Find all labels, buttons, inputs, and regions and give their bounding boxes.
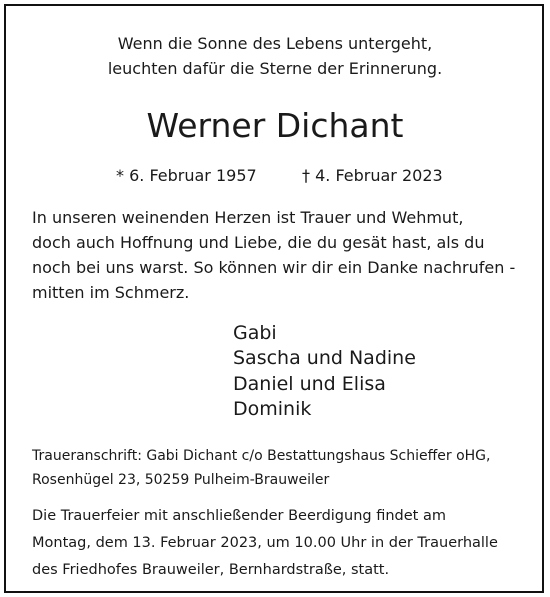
message-line: doch auch Hoffnung und Liebe, die du gesät hast, als du — [32, 233, 485, 252]
death-date: † 4. Februar 2023 — [302, 166, 443, 185]
motto-line-2: leuchten dafür die Sterne der Erinnerung. — [107, 59, 443, 78]
family-name: Gabi — [233, 322, 277, 344]
family-name: Sascha und Nadine — [233, 347, 416, 369]
family-name: Daniel und Elisa — [233, 373, 386, 395]
family-name: Dominik — [233, 398, 312, 420]
message-line: In unseren weinenden Herzen ist Trauer und Wehmut, — [32, 208, 464, 227]
address-line-2: Rosenhügel 23, 50259 Pulheim-Brauweiler — [32, 472, 330, 488]
message-line: mitten im Schmerz. — [32, 283, 190, 302]
service-line: des Friedhofes Brauweiler, Bernhardstraße, statt. — [32, 562, 390, 578]
message-line: noch bei uns warst. So können wir dir ein Danke nachrufen - — [32, 258, 516, 277]
deceased-name: Werner Dichant — [146, 106, 404, 145]
motto-line-1: Wenn die Sonne des Lebens untergeht, — [117, 34, 433, 53]
address-line-1: Traueranschrift: Gabi Dichant c/o Bestattungshaus Schieffer oHG, — [32, 448, 491, 464]
service-line: Montag, dem 13. Februar 2023, um 10.00 Uhr in der Trauerhalle — [32, 535, 498, 551]
birth-date: * 6. Februar 1957 — [116, 166, 257, 185]
service-line: Die Trauerfeier mit anschließender Beerdigung findet am — [32, 508, 446, 524]
